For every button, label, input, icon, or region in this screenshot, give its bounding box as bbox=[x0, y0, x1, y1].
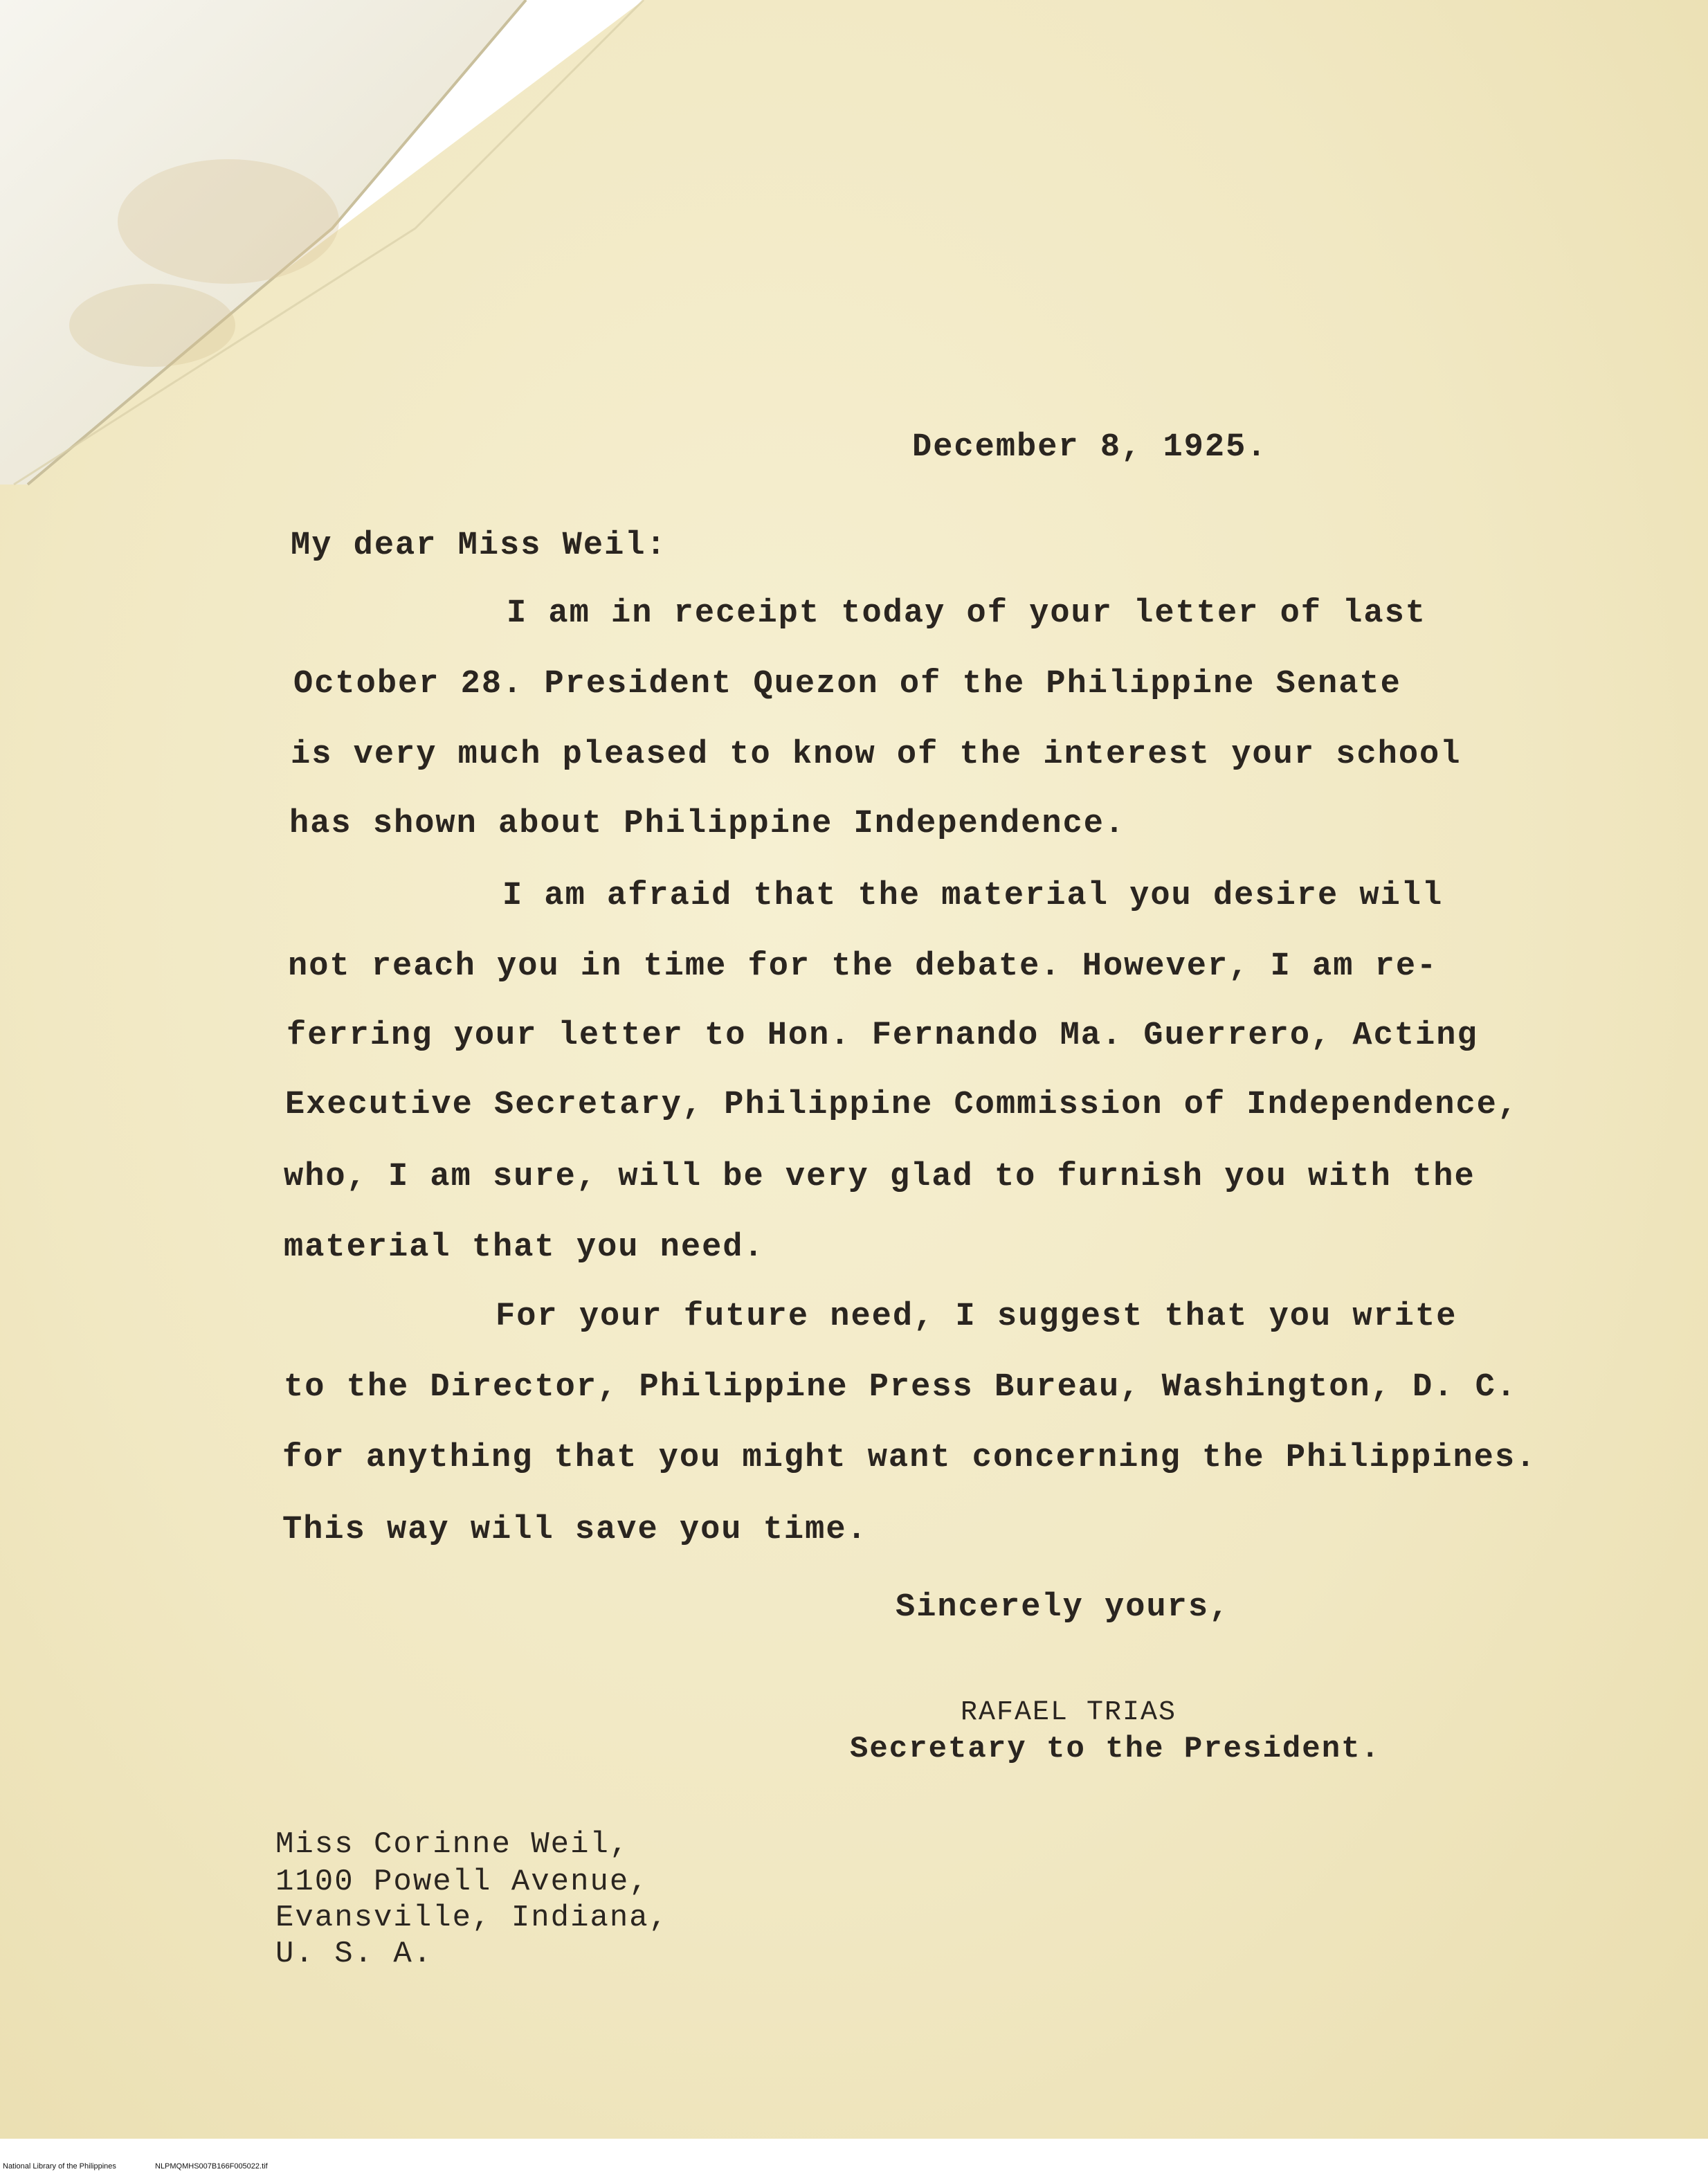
closing: Sincerely yours, bbox=[896, 1589, 1230, 1626]
paragraph-2-line-3: ferring your letter to Hon. Fernando Ma. Guerrero, Acting bbox=[287, 1017, 1478, 1054]
letter-date: December 8, 1925. bbox=[912, 429, 1268, 466]
address-line-2: 1100 Powell Avenue, bbox=[275, 1865, 649, 1899]
paragraph-2-line-1: I am afraid that the material you desire will bbox=[502, 878, 1444, 914]
signature-title: Secretary to the President. bbox=[850, 1732, 1381, 1766]
paragraph-3-line-4: This way will save you time. bbox=[282, 1512, 868, 1548]
paragraph-2-line-2: not reach you in time for the debate. However, I am re- bbox=[288, 948, 1438, 985]
paragraph-3-line-1: For your future need, I suggest that you write bbox=[496, 1298, 1457, 1335]
paragraph-2-line-5: who, I am sure, will be very glad to furnish you with the bbox=[284, 1159, 1475, 1195]
paragraph-2-line-6: material that you need. bbox=[284, 1229, 765, 1266]
address-line-3: Evansville, Indiana, bbox=[275, 1901, 669, 1935]
footer-filename: NLPMQMHS007B166F005022.tif bbox=[155, 2162, 268, 2171]
paragraph-1-line-4: has shown about Philippine Independence. bbox=[289, 806, 1126, 842]
paragraph-1-line-3: is very much pleased to know of the interest your school bbox=[291, 736, 1462, 773]
paragraph-1-line-1: I am in receipt today of your letter of last bbox=[507, 595, 1427, 632]
paragraph-1-line-2: October 28. President Quezon of the Philippine Senate bbox=[293, 666, 1401, 703]
signature-name: RAFAEL TRIAS bbox=[961, 1697, 1177, 1728]
salutation: My dear Miss Weil: bbox=[291, 527, 667, 564]
footer-institution: National Library of the Philippines bbox=[3, 2162, 116, 2171]
paragraph-3-line-3: for anything that you might want concerning the Philippines. bbox=[282, 1440, 1537, 1476]
address-line-4: U. S. A. bbox=[275, 1937, 433, 1971]
paragraph-3-line-2: to the Director, Philippine Press Bureau, Washington, D. C. bbox=[284, 1369, 1518, 1406]
address-line-1: Miss Corinne Weil, bbox=[275, 1827, 630, 1862]
paragraph-2-line-4: Executive Secretary, Philippine Commission of Independence, bbox=[285, 1087, 1519, 1123]
